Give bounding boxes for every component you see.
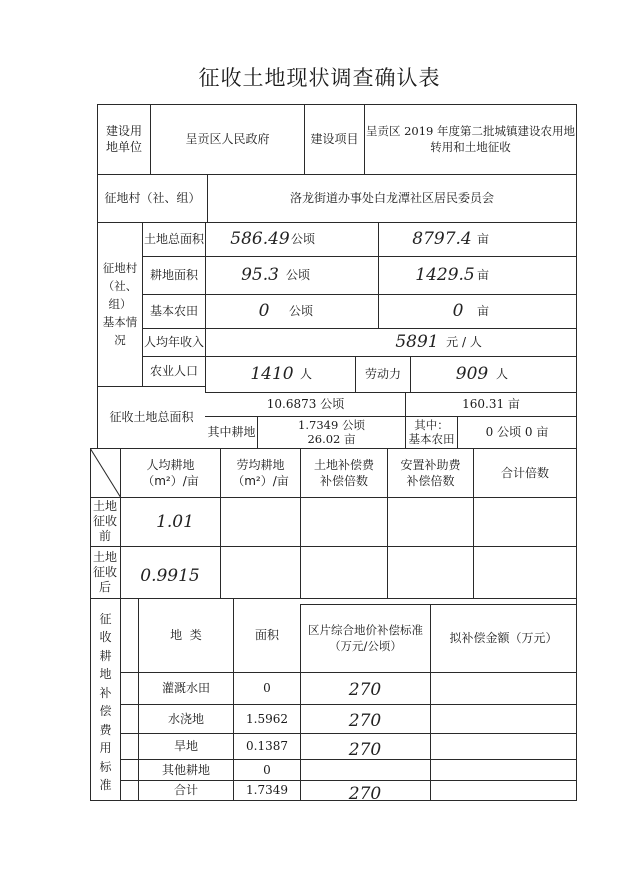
unit-mu: 亩 — [476, 304, 489, 318]
comp-group-label: 征 收 耕 地 补 偿 费 用 标 准 — [99, 611, 112, 792]
unit-ha: 公顷 — [285, 268, 310, 282]
unit-mu: 亩 — [476, 232, 489, 246]
rule — [90, 800, 577, 801]
acq-basic-label: 其中： 基本农田 — [408, 418, 455, 446]
rule — [410, 356, 411, 392]
rule — [142, 256, 577, 257]
land-standard: 270 — [348, 740, 382, 760]
land-type: 水浇地 — [167, 711, 204, 726]
land-area: 1.5962 — [246, 711, 288, 726]
village-value: 洛龙街道办事处白龙潭社区居民委员会 — [289, 191, 494, 205]
row-before-value: 1.01 — [156, 511, 194, 532]
unit-ha: 公顷 — [290, 232, 315, 246]
rule — [120, 448, 121, 800]
total-area-mu: 8797.4 — [412, 229, 472, 249]
rule — [142, 328, 577, 329]
col-amount: 拟补偿金额（万元） — [449, 631, 558, 645]
col-land-type: 地 类 — [170, 628, 202, 642]
row-after-value: 0.9915 — [140, 566, 200, 586]
rule — [378, 222, 379, 328]
col-per-capita-farm: 人均耕地 （m²）/亩 — [142, 457, 199, 488]
person-unit: 人 — [495, 367, 508, 381]
land-standard: 270 — [348, 710, 382, 731]
land-type: 旱地 — [173, 739, 198, 753]
project-value: 呈贡区 2019 年度第二批城镇建设农用地 转用和土地征收 — [365, 124, 576, 154]
rule — [576, 104, 577, 801]
row-before-label: 土地 征收 前 — [92, 499, 117, 543]
land-area: 0 — [263, 681, 271, 695]
col-per-labor-farm: 劳均耕地 （m²）/亩 — [232, 457, 289, 488]
land-type: 其他耕地 — [161, 762, 210, 777]
pop-label: 农业人口 — [149, 364, 198, 378]
land-type: 灌溉水田 — [161, 681, 210, 695]
rule — [205, 222, 206, 392]
land-area: 0 — [263, 762, 271, 777]
basic-farm-label: 基本农田 — [149, 304, 198, 318]
labor-label: 劳动力 — [364, 367, 401, 381]
diagonal-rule — [90, 448, 121, 498]
land-standard: 270 — [348, 784, 382, 804]
col-total-multiple: 合计倍数 — [500, 465, 549, 480]
income-label: 人均年收入 — [143, 335, 204, 349]
total-area-ha: 586.49 — [230, 229, 290, 249]
farm-area-ha: 95.3 — [241, 265, 279, 285]
acq-farm-ha: 1.7349 公顷 — [298, 418, 365, 432]
income-unit: 元 / 人 — [446, 335, 482, 349]
col-standard: 区片综合地价补偿标准 （万元/公顷） — [308, 623, 423, 653]
total-area-label: 土地总面积 — [143, 232, 204, 246]
basic-group-label: 征地村 （社、组） 基本情况 — [102, 261, 138, 347]
person-unit: 人 — [299, 367, 312, 381]
acq-total-mu: 160.31 亩 — [462, 397, 520, 411]
rule — [90, 546, 577, 547]
farm-area-mu: 1429.5 — [415, 265, 475, 285]
page-title: 征收土地现状调查确认表 — [198, 66, 441, 90]
unit-value: 呈贡区人民政府 — [185, 132, 270, 146]
unit-mu: 亩 — [476, 268, 489, 282]
village-label: 征地村（社、组） — [104, 191, 201, 205]
basic-farm-ha: 0 — [258, 301, 270, 321]
pop-value: 1410 — [250, 364, 294, 384]
col-area: 面积 — [254, 628, 279, 642]
income-value: 5891 — [395, 332, 439, 352]
land-area: 0.1387 — [246, 739, 288, 753]
rule — [142, 294, 577, 295]
unit-label: 建设用 地单位 — [105, 124, 142, 154]
col-resettle-multiple: 安置补助费 补偿倍数 — [400, 457, 461, 488]
acq-basic-value: 0 公顷 0 亩 — [485, 425, 549, 439]
land-standard: 270 — [348, 680, 382, 700]
acq-total-ha: 10.6873 公顷 — [266, 397, 345, 411]
labor-value: 909 — [455, 364, 489, 384]
project-label: 建设项目 — [310, 132, 359, 146]
acq-label: 征收土地总面积 — [109, 410, 194, 424]
farm-area-label: 耕地面积 — [149, 268, 198, 282]
row-after-label: 土地 征收 后 — [92, 549, 117, 594]
land-area: 1.7349 — [246, 783, 288, 797]
acq-farm-values — [258, 416, 405, 448]
land-type: 合计 — [173, 783, 198, 797]
basic-farm-mu: 0 — [452, 301, 464, 321]
acq-farm-mu: 26.02 亩 — [307, 432, 356, 446]
col-land-comp-multiple: 土地补偿费 补偿倍数 — [313, 457, 374, 488]
unit-ha: 公顷 — [288, 304, 313, 318]
acq-farm-label: 其中耕地 — [207, 425, 256, 439]
